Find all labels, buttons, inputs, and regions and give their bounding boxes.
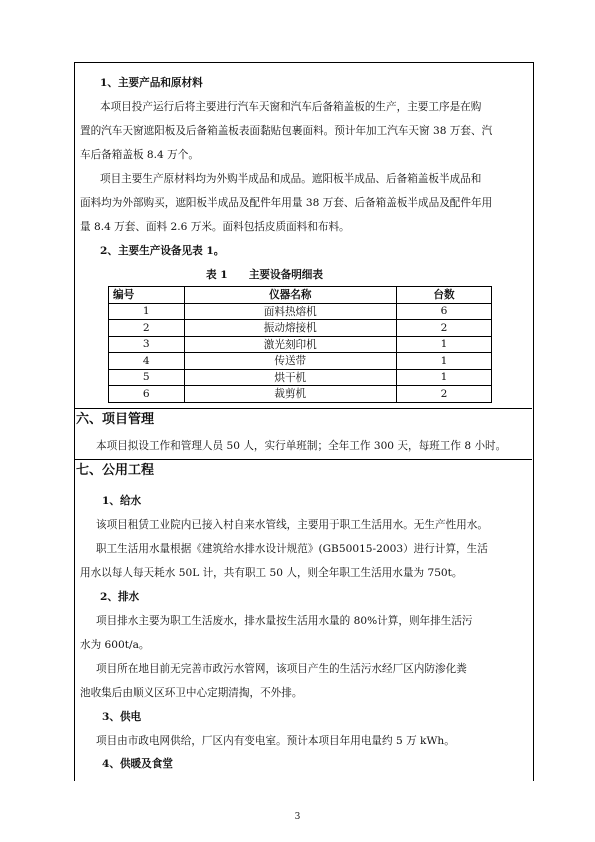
paragraph-line: 池收集后由顺义区环卫中心定期清掏，不外排。 [80,687,303,699]
page-number: 3 [294,812,301,822]
column-header-name: 仪器名称 [184,287,396,304]
column-header-count: 台数 [396,287,491,304]
table-caption: 表 1 主要设备明细表 [206,269,323,281]
paragraph-line: 量 8.4 万套、面料 2.6 万米。面料包括皮质面料和布料。 [80,221,350,233]
cell-id: 2 [109,320,185,337]
paragraph-line: 项目主要生产原材料均为外购半成品和成品。遮阳板半成品、后备箱盖板半成品和 [100,173,482,185]
cell-name: 激光刻印机 [184,336,396,353]
table-row [109,369,492,386]
cell-count: 2 [396,386,491,403]
equipment-table [108,286,492,403]
section-heading-management: 六、项目管理 [76,412,155,427]
cell-name: 面料热熔机 [184,303,396,320]
cell-id: 3 [109,336,185,353]
table-row [109,386,492,403]
paragraph-line: 项目由市政电网供给，厂区内有变电室。预计本项目年用电量约 5 万 kWh。 [96,735,455,747]
cell-name: 烘干机 [184,369,396,386]
paragraph-line: 置的汽车天窗遮阳板及后备箱盖板表面黏贴包裹面料。预计年加工汽车天窗 38 万套、汽 [80,125,493,137]
paragraph-line: 水为 600t/a。 [80,639,150,651]
section-heading-equipment: 2、主要生产设备见表 1。 [100,245,225,257]
column-header-id: 编号 [109,287,185,304]
cell-count: 6 [396,303,491,320]
subsection-heading-heating: 4、供暖及食堂 [102,758,173,770]
paragraph-line: 面料均为外部购买，遮阳板半成品及配件年用量 38 万套、后备箱盖板半成品及配件年用 [80,197,493,209]
table-row [109,320,492,337]
cell-count: 1 [396,353,491,370]
section-heading-utilities: 七、公用工程 [76,463,155,478]
subsection-heading-water: 1、给水 [102,495,142,507]
paragraph-line: 该项目租赁工业院内已接入村自来水管线，主要用于职工生活用水。无生产性用水。 [96,519,488,531]
cell-count: 1 [396,369,491,386]
paragraph-line: 用水以每人每天耗水 50L 计，共有职工 50 人，则全年职工生活用水量为 750t。 [80,567,463,579]
cell-name: 传送带 [184,353,396,370]
cell-id: 1 [109,303,185,320]
paragraph-line: 项目所在地目前无完善市政污水管网，该项目产生的生活污水经厂区内防渗化粪 [96,663,467,675]
table-row [109,336,492,353]
section-divider [74,408,532,409]
paragraph-line: 本项目拟设工作和管理人员 50 人，实行单班制；全年工作 300 天，每班工作 8 小时。 [96,440,507,452]
paragraph-line: 车后备箱盖板 8.4 万个。 [80,149,199,161]
section-heading-products: 1、主要产品和原材料 [100,77,203,89]
table-row [109,303,492,320]
cell-id: 5 [109,369,185,386]
section-divider [74,459,532,460]
table-row [109,353,492,370]
paragraph-line: 项目排水主要为职工生活废水，排水量按生活用水量的 80%计算，则年排生活污 [96,615,473,627]
subsection-heading-power: 3、供电 [102,711,142,723]
cell-name: 裁剪机 [184,386,396,403]
paragraph-line: 本项目投产运行后将主要进行汽车天窗和汽车后备箱盖板的生产，主要工序是在购 [100,101,482,113]
cell-name: 振动熔接机 [184,320,396,337]
table-header-row [109,287,492,304]
cell-id: 6 [109,386,185,403]
subsection-heading-drainage: 2、排水 [100,591,140,603]
cell-count: 1 [396,336,491,353]
cell-count: 2 [396,320,491,337]
cell-id: 4 [109,353,185,370]
paragraph-line: 职工生活用水量根据《建筑给水排水设计规范》(GB50015-2003）进行计算，生活 [96,543,488,555]
